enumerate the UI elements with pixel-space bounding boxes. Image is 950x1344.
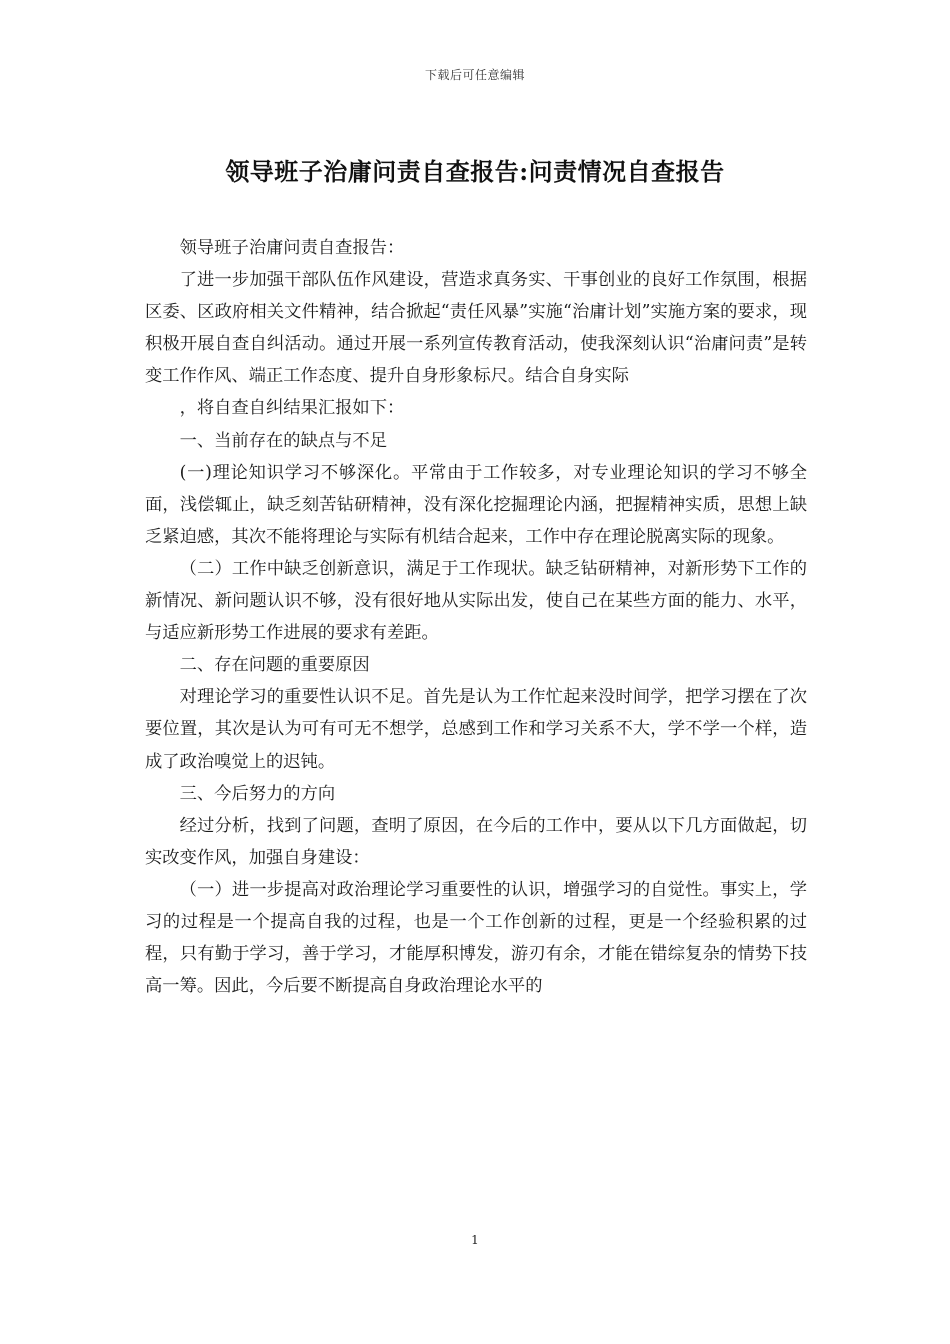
- document-body: [145, 232, 807, 1002]
- paragraph-direction-1: （一）进一步提高对政治理论学习重要性的认识，增强学习的自觉性。事实上，学习的过程是一个提高自我的过程，也是一个工作创新的过程，更是一个经验积累的过程，只有勤于学习，善于学习，才能厚积博发，游刃有余，才能在错综复杂的情势下技高一筹。因此，今后要不断提高自身政治理论水平的: [145, 879, 807, 997]
- paragraph-report-lead: ，将自查自纠结果汇报如下：: [179, 398, 405, 419]
- header-note: 下载后可任意编辑: [424, 68, 525, 82]
- section-heading-direction: 三、今后努力的方向: [179, 783, 336, 804]
- paragraph-direction-lead: 经过分析，找到了问题，查明了原因，在今后的工作中，要从以下几方面做起，切实改变作风，加强自身建设：: [145, 815, 807, 868]
- document-title: 领导班子治庸问责自查报告:问责情况自查报告: [225, 157, 725, 186]
- paragraph-shortcoming-2: （二）工作中缺乏创新意识，满足于工作现状。缺乏钻研精神，对新形势下工作的新情况、新问题认识不够，没有很好地从实际出发，使自己在某些方面的能力、水平，与适应新形势工作进展的要求有差距。: [145, 558, 807, 644]
- paragraph-report-heading: 领导班子治庸问责自查报告：: [179, 238, 405, 258]
- paragraph-causes: 对理论学习的重要性认识不足。首先是认为工作忙起来没时间学，把学习摆在了次要位置，其次是认为可有可无不想学，总感到工作和学习关系不大，学不学一个样，造成了政治嗅觉上的迟钝。: [145, 687, 807, 772]
- paragraph-shortcoming-1: (一)理论知识学习不够深化。平常由于工作较多，对专业理论知识的学习不够全面，浅偿辄止，缺乏刻苦钻研精神，没有深化挖掘理论内涵，把握精神实质，思想上缺乏紧迫感，其次不能将理论与实际有机结合起来，工作中存在理论脱离实际的现象。: [145, 462, 807, 547]
- page-number: 1: [471, 1233, 479, 1247]
- section-heading-shortcomings: 一、当前存在的缺点与不足: [179, 430, 387, 451]
- paragraph-introduction: 了进一步加强干部队伍作风建设，营造求真务实、干事创业的良好工作氛围，根据区委、区政府相关文件精神，结合掀起“责任风暴”实施“治庸计划”实施方案的要求，现积极开展自查自纠活动。通过开展一系列宣传教育活动，使我深刻认识“治庸问责”是转变工作作风、端正工作态度、提升自身形象标尺。结合自身实际: [145, 270, 807, 387]
- section-heading-causes: 二、存在问题的重要原因: [179, 655, 370, 676]
